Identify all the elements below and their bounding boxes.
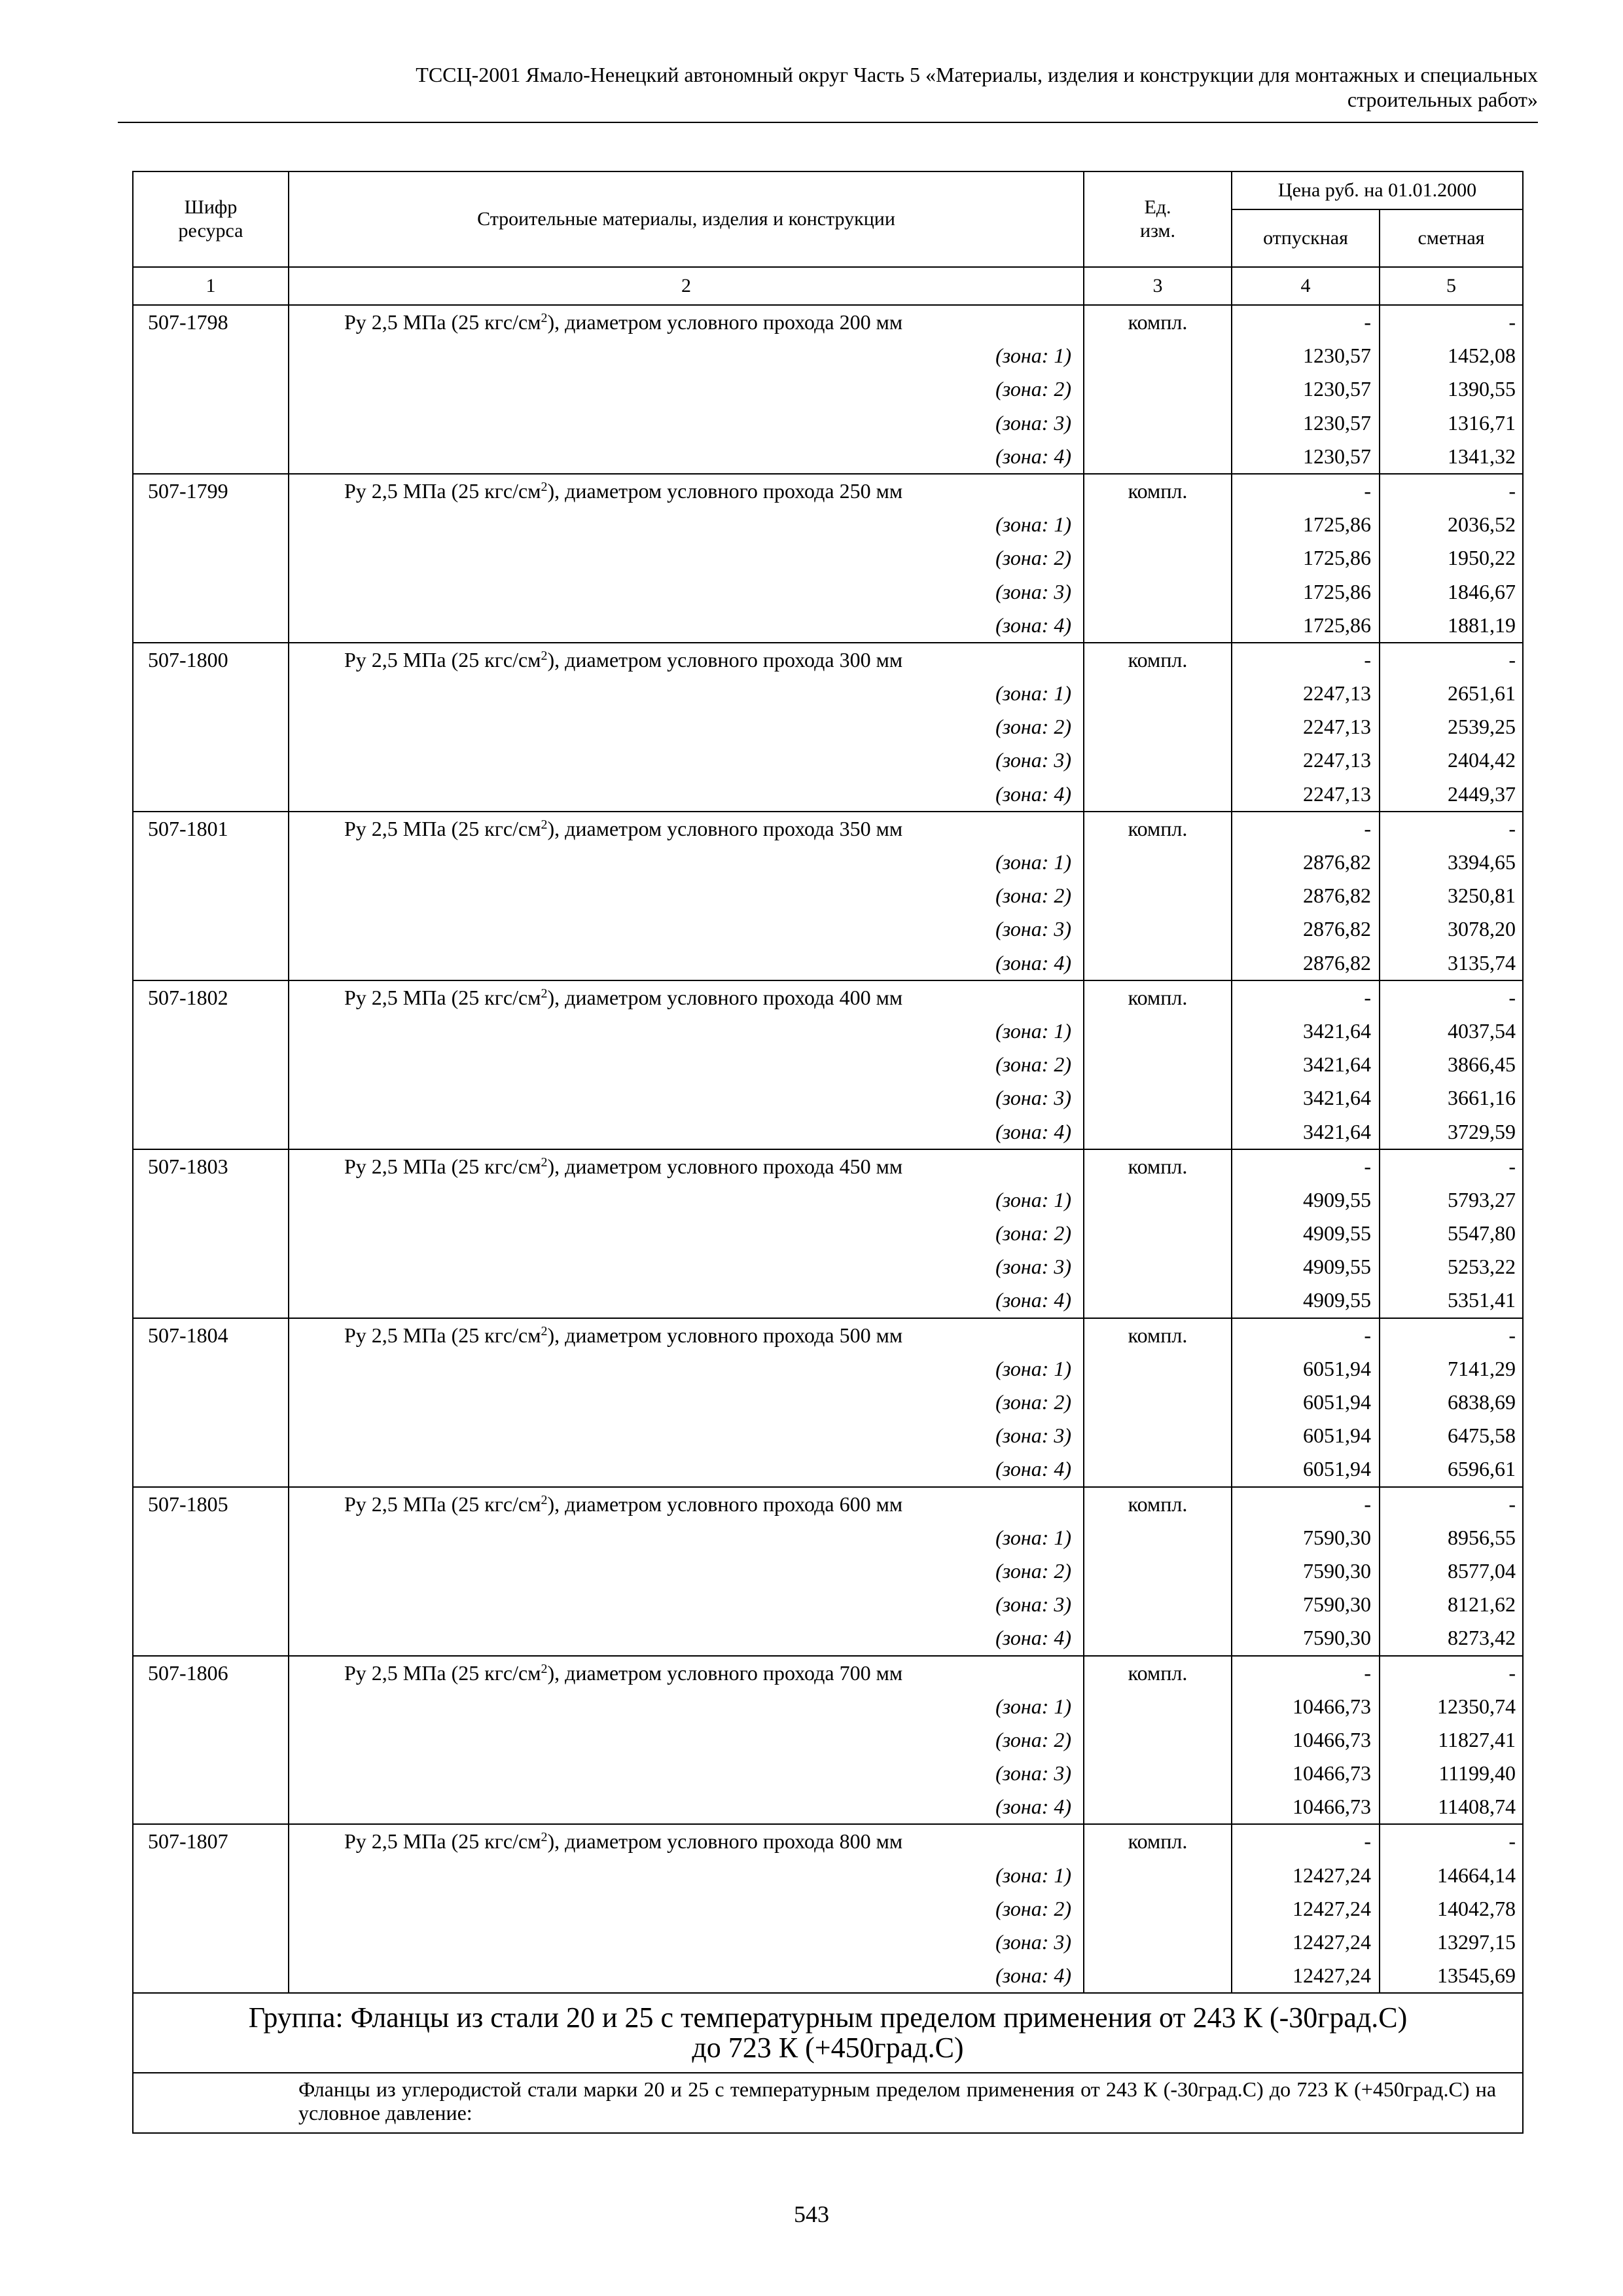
release-price: 1230,57 xyxy=(1303,377,1371,401)
resource-name xyxy=(344,643,1071,677)
zone-label: (зона: 2) xyxy=(995,1727,1071,1751)
estimate-price: 13297,15 xyxy=(1437,1930,1516,1954)
estimate-price: 8577,04 xyxy=(1448,1558,1516,1583)
resource-name-text-tail: ), диаметром условного прохода 400 мм xyxy=(547,985,903,1009)
estimate-price-head: - xyxy=(1508,478,1516,503)
resource-name-superscript: 2 xyxy=(541,1155,548,1170)
estimate-price: 2539,25 xyxy=(1448,715,1516,739)
release-price: 4909,55 xyxy=(1303,1221,1371,1246)
unit-value: компл. xyxy=(1128,816,1188,840)
release-price-cell xyxy=(1232,643,1380,812)
release-price: 2876,82 xyxy=(1303,917,1371,941)
release-price: 10466,73 xyxy=(1293,1761,1371,1785)
resource-name xyxy=(344,306,1071,339)
resource-name-superscript: 2 xyxy=(541,1661,548,1676)
page-header xyxy=(118,62,1538,112)
estimate-price: 14664,14 xyxy=(1437,1863,1516,1887)
estimate-price-head: - xyxy=(1508,816,1516,840)
zone-label: (зона: 2) xyxy=(995,1221,1071,1246)
resource-name-text-tail: ), диаметром условного прохода 300 мм xyxy=(547,647,903,672)
resource-code-cell xyxy=(133,1824,289,1993)
estimate-price: 1881,19 xyxy=(1448,613,1516,637)
estimate-price: 3661,16 xyxy=(1448,1086,1516,1110)
resource-name-text: Ру 2,5 МПа (25 кгс/см xyxy=(344,1492,541,1516)
resource-name-text: Ру 2,5 МПа (25 кгс/см xyxy=(344,1323,541,1347)
release-price: 2247,13 xyxy=(1303,715,1371,739)
estimate-price: 5351,41 xyxy=(1448,1288,1516,1312)
estimate-price: 5547,80 xyxy=(1448,1221,1516,1246)
release-price: 4909,55 xyxy=(1303,1288,1371,1312)
group-heading xyxy=(133,1993,1523,2073)
zone-label: (зона: 2) xyxy=(995,546,1071,570)
release-price-cell xyxy=(1232,1487,1380,1656)
estimate-price-head: - xyxy=(1508,1154,1516,1178)
release-price: 2247,13 xyxy=(1303,781,1371,806)
col-header-price: Цена руб. на 01.01.2000 xyxy=(1232,171,1523,209)
col-header-code: Шифр ресурса xyxy=(133,171,289,267)
release-price: 10466,73 xyxy=(1293,1727,1371,1751)
estimate-price-cell xyxy=(1380,980,1523,1149)
resource-code-cell xyxy=(133,1656,289,1825)
release-price: 1725,86 xyxy=(1303,512,1371,537)
estimate-price-cell xyxy=(1380,1487,1523,1656)
resource-name-cell xyxy=(289,1318,1084,1487)
release-price: 3421,64 xyxy=(1303,1052,1371,1077)
resource-name-text-tail: ), диаметром условного прохода 500 мм xyxy=(547,1323,903,1347)
table-row xyxy=(133,1149,1523,1318)
release-price: 4909,55 xyxy=(1303,1187,1371,1211)
table-row xyxy=(133,812,1523,980)
unit-value: компл. xyxy=(1128,1660,1188,1685)
resource-code: 507-1798 xyxy=(148,310,228,334)
release-price: 7590,30 xyxy=(1303,1592,1371,1617)
release-price: 7590,30 xyxy=(1303,1558,1371,1583)
resource-name-text-tail: ), диаметром условного прохода 600 мм xyxy=(547,1492,903,1516)
release-price: 2876,82 xyxy=(1303,850,1371,874)
column-number: 1 xyxy=(133,267,289,305)
estimate-price-cell xyxy=(1380,1318,1523,1487)
estimate-price: 8956,55 xyxy=(1448,1525,1516,1549)
resource-name-superscript: 2 xyxy=(541,479,548,494)
resource-code: 507-1802 xyxy=(148,985,228,1009)
resource-name-cell xyxy=(289,980,1084,1149)
estimate-price-head: - xyxy=(1508,1829,1516,1854)
resource-code: 507-1805 xyxy=(148,1492,228,1516)
release-price: 7590,30 xyxy=(1303,1626,1371,1650)
group-heading-line-1: Группа: Фланцы из стали 20 и 25 с температурным пределом применения от 243 К (-30град.С) xyxy=(248,2001,1408,2034)
resource-code: 507-1800 xyxy=(148,647,228,672)
resource-name-text-tail: ), диаметром условного прохода 800 мм xyxy=(547,1829,903,1854)
resource-name-cell xyxy=(289,812,1084,980)
resource-name xyxy=(344,812,1071,846)
zone-label: (зона: 3) xyxy=(995,917,1071,941)
estimate-price: 5253,22 xyxy=(1448,1255,1516,1279)
unit-value: компл. xyxy=(1128,1492,1188,1516)
zone-label: (зона: 1) xyxy=(995,512,1071,537)
resource-name-text-tail: ), диаметром условного прохода 450 мм xyxy=(547,1154,903,1178)
estimate-price-cell xyxy=(1380,1824,1523,1993)
estimate-price: 5793,27 xyxy=(1448,1187,1516,1211)
estimate-price: 8273,42 xyxy=(1448,1626,1516,1650)
resource-name-cell xyxy=(289,1149,1084,1318)
estimate-price: 4037,54 xyxy=(1448,1018,1516,1043)
estimate-price: 3729,59 xyxy=(1448,1119,1516,1143)
estimate-price: 14042,78 xyxy=(1437,1896,1516,1920)
resource-code: 507-1807 xyxy=(148,1829,228,1854)
estimate-price: 3394,65 xyxy=(1448,850,1516,874)
release-price-cell xyxy=(1232,1656,1380,1825)
release-price-cell xyxy=(1232,1318,1380,1487)
zone-label: (зона: 1) xyxy=(995,1525,1071,1549)
zone-label: (зона: 4) xyxy=(995,444,1071,468)
unit-cell xyxy=(1084,812,1232,980)
column-number: 5 xyxy=(1380,267,1523,305)
resource-code: 507-1806 xyxy=(148,1660,228,1685)
resource-name-text: Ру 2,5 МПа (25 кгс/см xyxy=(344,310,541,334)
zone-label: (зона: 1) xyxy=(995,1356,1071,1380)
group-heading-line-2: до 723 К (+450град.С) xyxy=(692,2032,964,2064)
release-price-cell xyxy=(1232,1824,1380,1993)
release-price-head: - xyxy=(1364,647,1371,672)
resource-name xyxy=(344,1825,1071,1858)
zone-label: (зона: 3) xyxy=(995,1424,1071,1448)
release-price: 12427,24 xyxy=(1293,1863,1371,1887)
resource-code: 507-1804 xyxy=(148,1323,228,1347)
zone-label: (зона: 4) xyxy=(995,781,1071,806)
header-line-1: ТССЦ-2001 Ямало-Ненецкий автономный округ Часть 5 «Материалы, изделия и конструкции для монтажных и специальных xyxy=(416,63,1538,86)
estimate-price: 1341,32 xyxy=(1448,444,1516,468)
zone-label: (зона: 3) xyxy=(995,410,1071,435)
unit-cell xyxy=(1084,980,1232,1149)
resource-name-text: Ру 2,5 МПа (25 кгс/см xyxy=(344,478,541,503)
resource-name xyxy=(344,1319,1071,1352)
zone-label: (зона: 2) xyxy=(995,1390,1071,1414)
resource-name-superscript: 2 xyxy=(541,1492,548,1507)
release-price-head: - xyxy=(1364,985,1371,1009)
group-row xyxy=(133,1993,1523,2073)
estimate-price: 11827,41 xyxy=(1438,1727,1516,1751)
zone-label: (зона: 4) xyxy=(995,1457,1071,1481)
resource-code: 507-1801 xyxy=(148,816,228,840)
table-row xyxy=(133,980,1523,1149)
release-price: 2876,82 xyxy=(1303,884,1371,908)
resource-name-superscript: 2 xyxy=(541,1323,548,1338)
zone-label: (зона: 4) xyxy=(995,950,1071,975)
estimate-price-head: - xyxy=(1508,647,1516,672)
zone-label: (зона: 2) xyxy=(995,715,1071,739)
zone-label: (зона: 3) xyxy=(995,1930,1071,1954)
resource-name-superscript: 2 xyxy=(541,648,548,663)
zone-label: (зона: 1) xyxy=(995,344,1071,368)
table-row xyxy=(133,1487,1523,1656)
header-divider xyxy=(118,122,1538,123)
zone-label: (зона: 4) xyxy=(995,1288,1071,1312)
release-price: 12427,24 xyxy=(1293,1930,1371,1954)
estimate-price: 7141,29 xyxy=(1448,1356,1516,1380)
resource-name-text: Ру 2,5 МПа (25 кгс/см xyxy=(344,1660,541,1685)
resource-name-cell xyxy=(289,305,1084,474)
estimate-price: 1846,67 xyxy=(1448,579,1516,603)
release-price-head: - xyxy=(1364,1660,1371,1685)
release-price: 12427,24 xyxy=(1293,1964,1371,1988)
unit-cell xyxy=(1084,474,1232,643)
col-header-estimate: сметная xyxy=(1380,209,1523,267)
resource-name-text-tail: ), диаметром условного прохода 700 мм xyxy=(547,1660,903,1685)
zone-label: (зона: 4) xyxy=(995,1626,1071,1650)
estimate-price: 11408,74 xyxy=(1438,1795,1516,1819)
column-number: 2 xyxy=(289,267,1084,305)
table-row xyxy=(133,305,1523,474)
zone-label: (зона: 3) xyxy=(995,748,1071,772)
zone-label: (зона: 2) xyxy=(995,377,1071,401)
resource-name-cell xyxy=(289,1656,1084,1825)
zone-label: (зона: 2) xyxy=(995,1896,1071,1920)
col-header-unit: Ед. изм. xyxy=(1084,171,1232,267)
page-number: 543 xyxy=(794,2201,829,2227)
estimate-price: 3866,45 xyxy=(1448,1052,1516,1077)
estimate-price-cell xyxy=(1380,643,1523,812)
release-price-head: - xyxy=(1364,1154,1371,1178)
release-price: 1725,86 xyxy=(1303,579,1371,603)
release-price-cell xyxy=(1232,474,1380,643)
resource-code: 507-1803 xyxy=(148,1154,228,1178)
zone-label: (зона: 1) xyxy=(995,1863,1071,1887)
release-price-head: - xyxy=(1364,478,1371,503)
zone-label: (зона: 1) xyxy=(995,1187,1071,1211)
zone-label: (зона: 3) xyxy=(995,1592,1071,1617)
unit-cell xyxy=(1084,1487,1232,1656)
col-header-release: отпускная xyxy=(1232,209,1380,267)
resource-name-cell xyxy=(289,643,1084,812)
resource-name xyxy=(344,475,1071,508)
price-table xyxy=(132,171,1524,2134)
estimate-price-head: - xyxy=(1508,1660,1516,1685)
estimate-price: 1950,22 xyxy=(1448,546,1516,570)
resource-name-text: Ру 2,5 МПа (25 кгс/см xyxy=(344,1829,541,1854)
zone-label: (зона: 1) xyxy=(995,1018,1071,1043)
resource-name-text: Ру 2,5 МПа (25 кгс/см xyxy=(344,985,541,1009)
estimate-price-cell xyxy=(1380,474,1523,643)
release-price: 7590,30 xyxy=(1303,1525,1371,1549)
release-price: 2247,13 xyxy=(1303,748,1371,772)
estimate-price: 2036,52 xyxy=(1448,512,1516,537)
zone-label: (зона: 1) xyxy=(995,850,1071,874)
estimate-price: 2449,37 xyxy=(1448,781,1516,806)
resource-name xyxy=(344,1488,1071,1521)
release-price: 4909,55 xyxy=(1303,1255,1371,1279)
table-row xyxy=(133,1824,1523,1993)
estimate-price: 13545,69 xyxy=(1437,1964,1516,1988)
zone-label: (зона: 4) xyxy=(995,1795,1071,1819)
estimate-price: 2404,42 xyxy=(1448,748,1516,772)
estimate-price: 3250,81 xyxy=(1448,884,1516,908)
resource-code-cell xyxy=(133,1318,289,1487)
resource-name xyxy=(344,1657,1071,1690)
unit-value: компл. xyxy=(1128,1323,1188,1347)
unit-cell xyxy=(1084,305,1232,474)
estimate-price: 1316,71 xyxy=(1448,410,1516,435)
release-price-cell xyxy=(1232,980,1380,1149)
zone-label: (зона: 2) xyxy=(995,884,1071,908)
unit-cell xyxy=(1084,643,1232,812)
resource-name-text-tail: ), диаметром условного прохода 200 мм xyxy=(547,310,903,334)
resource-name-superscript: 2 xyxy=(541,1830,548,1845)
release-price-cell xyxy=(1232,1149,1380,1318)
resource-name xyxy=(344,1150,1071,1183)
unit-value: компл. xyxy=(1128,1829,1188,1854)
resource-code-cell xyxy=(133,1487,289,1656)
estimate-price: 12350,74 xyxy=(1437,1694,1516,1718)
estimate-price: 6596,61 xyxy=(1448,1457,1516,1481)
resource-name-superscript: 2 xyxy=(541,986,548,1001)
release-price: 2876,82 xyxy=(1303,950,1371,975)
release-price: 6051,94 xyxy=(1303,1424,1371,1448)
resource-code: 507-1799 xyxy=(148,478,228,503)
resource-name-cell xyxy=(289,1487,1084,1656)
resource-name-text-tail: ), диаметром условного прохода 250 мм xyxy=(547,478,903,503)
resource-code-cell xyxy=(133,1149,289,1318)
estimate-price: 1390,55 xyxy=(1448,377,1516,401)
estimate-price-cell xyxy=(1380,812,1523,980)
resource-name-text: Ру 2,5 МПа (25 кгс/см xyxy=(344,1154,541,1178)
column-number: 4 xyxy=(1232,267,1380,305)
estimate-price-head: - xyxy=(1508,1492,1516,1516)
zone-label: (зона: 4) xyxy=(995,1964,1071,1988)
group-description: Фланцы из углеродистой стали марки 20 и 25 с температурным пределом применения от 243 К (-30град.С) до 723 К (+450град.С) на условное давление: xyxy=(133,2073,1523,2133)
resource-name-text: Ру 2,5 МПа (25 кгс/см xyxy=(344,647,541,672)
table-row xyxy=(133,643,1523,812)
resource-name-text: Ру 2,5 МПа (25 кгс/см xyxy=(344,816,541,840)
release-price-head: - xyxy=(1364,1323,1371,1347)
release-price-head: - xyxy=(1364,310,1371,334)
table-row xyxy=(133,474,1523,643)
table-body xyxy=(133,305,1523,1993)
unit-value: компл. xyxy=(1128,985,1188,1009)
estimate-price: 6475,58 xyxy=(1448,1424,1516,1448)
release-price: 3421,64 xyxy=(1303,1018,1371,1043)
estimate-price: 1452,08 xyxy=(1448,344,1516,368)
header-line-2: строительных работ» xyxy=(1347,88,1538,111)
release-price: 1230,57 xyxy=(1303,444,1371,468)
zone-label: (зона: 3) xyxy=(995,1761,1071,1785)
release-price: 1725,86 xyxy=(1303,613,1371,637)
release-price: 12427,24 xyxy=(1293,1896,1371,1920)
column-number: 3 xyxy=(1084,267,1232,305)
unit-value: компл. xyxy=(1128,478,1188,503)
release-price: 1230,57 xyxy=(1303,410,1371,435)
resource-name-superscript: 2 xyxy=(541,311,548,325)
resource-name-text-tail: ), диаметром условного прохода 350 мм xyxy=(547,816,903,840)
estimate-price-head: - xyxy=(1508,985,1516,1009)
table-row xyxy=(133,1656,1523,1825)
unit-value: компл. xyxy=(1128,1154,1188,1178)
release-price: 1725,86 xyxy=(1303,546,1371,570)
resource-code-cell xyxy=(133,812,289,980)
estimate-price-cell xyxy=(1380,1656,1523,1825)
estimate-price: 2651,61 xyxy=(1448,681,1516,706)
zone-label: (зона: 3) xyxy=(995,1086,1071,1110)
estimate-price-head: - xyxy=(1508,1323,1516,1347)
release-price-cell xyxy=(1232,305,1380,474)
col-header-name: Строительные материалы, изделия и конструкции xyxy=(289,171,1084,267)
zone-label: (зона: 2) xyxy=(995,1558,1071,1583)
release-price-head: - xyxy=(1364,816,1371,840)
release-price-head: - xyxy=(1364,1492,1371,1516)
zone-label: (зона: 4) xyxy=(995,1119,1071,1143)
unit-cell xyxy=(1084,1318,1232,1487)
unit-cell xyxy=(1084,1656,1232,1825)
unit-cell xyxy=(1084,1824,1232,1993)
estimate-price: 6838,69 xyxy=(1448,1390,1516,1414)
description-row xyxy=(133,2073,1523,2133)
unit-value: компл. xyxy=(1128,647,1188,672)
release-price: 6051,94 xyxy=(1303,1390,1371,1414)
resource-code-cell xyxy=(133,980,289,1149)
estimate-price: 11199,40 xyxy=(1438,1761,1516,1785)
estimate-price: 3135,74 xyxy=(1448,950,1516,975)
estimate-price: 3078,20 xyxy=(1448,917,1516,941)
zone-label: (зона: 3) xyxy=(995,579,1071,603)
estimate-price-cell xyxy=(1380,305,1523,474)
zone-label: (зона: 4) xyxy=(995,613,1071,637)
resource-code-cell xyxy=(133,643,289,812)
release-price: 1230,57 xyxy=(1303,344,1371,368)
release-price-cell xyxy=(1232,812,1380,980)
estimate-price: 8121,62 xyxy=(1448,1592,1516,1617)
release-price: 2247,13 xyxy=(1303,681,1371,706)
resource-name-superscript: 2 xyxy=(541,817,548,832)
release-price: 10466,73 xyxy=(1293,1694,1371,1718)
resource-code-cell xyxy=(133,474,289,643)
resource-name-cell xyxy=(289,1824,1084,1993)
zone-label: (зона: 2) xyxy=(995,1052,1071,1077)
resource-name xyxy=(344,981,1071,1014)
zone-label: (зона: 1) xyxy=(995,1694,1071,1718)
estimate-price-head: - xyxy=(1508,310,1516,334)
release-price: 6051,94 xyxy=(1303,1457,1371,1481)
unit-value: компл. xyxy=(1128,310,1188,334)
release-price: 3421,64 xyxy=(1303,1086,1371,1110)
estimate-price-cell xyxy=(1380,1149,1523,1318)
release-price: 10466,73 xyxy=(1293,1795,1371,1819)
zone-label: (зона: 3) xyxy=(995,1255,1071,1279)
release-price: 3421,64 xyxy=(1303,1119,1371,1143)
release-price-head: - xyxy=(1364,1829,1371,1854)
resource-code-cell xyxy=(133,305,289,474)
resource-name-cell xyxy=(289,474,1084,643)
column-numbers-row xyxy=(133,267,1523,305)
table-row xyxy=(133,1318,1523,1487)
unit-cell xyxy=(1084,1149,1232,1318)
release-price: 6051,94 xyxy=(1303,1356,1371,1380)
zone-label: (зона: 1) xyxy=(995,681,1071,706)
